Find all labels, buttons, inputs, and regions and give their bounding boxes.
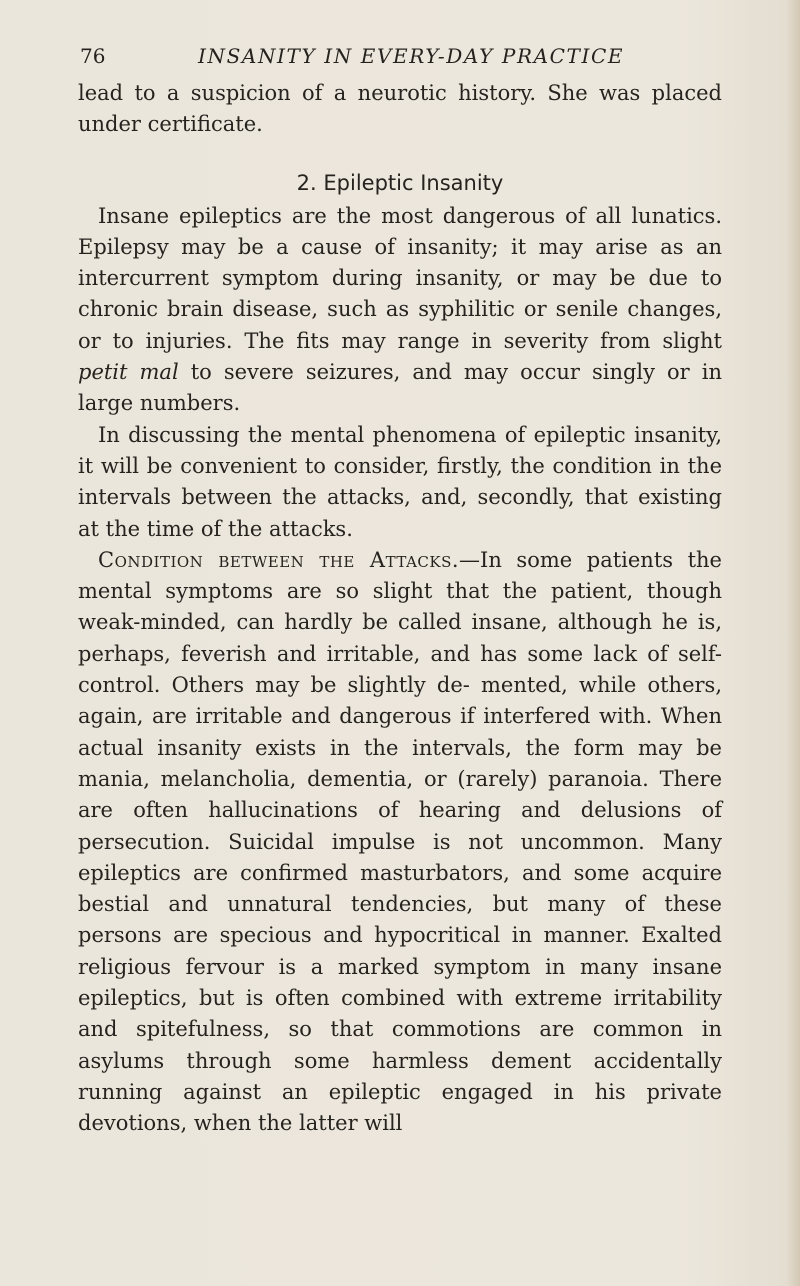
paragraph-discussion: In discussing the mental phenomena of epileptic insanity, it will be convenient to consider, firstly, the condition in the intervals between the attacks, and, secondly, that existing at the time of the attacks. [78,422,722,541]
run-in-heading: Condition between the Attacks. [98,547,460,572]
italic-term: petit mal [78,360,179,385]
paragraph-text: to severe seizures, and may occur singly or in large numbers. [78,360,723,416]
paragraph-continuation: lead to a suspicion of a neurotic history. She was placed under certificate. [78,81,722,137]
section-heading: 2. Epileptic Insanity [296,170,504,195]
running-title: INSANITY IN EVERY-DAY PRACTICE [198,44,625,68]
paragraph-text: —In some patients the mental symptoms are so slight that the patient, though weak-minded, can hardly be called insane, although he is, perhaps, feverish and irritable, and has some lack of self-control. Others may be slightly de- mented, while others, again, are irritable and dangerous if interfered with. When actual insanity exists in the intervals, the form may be mania, melancholia, dementia, or (rarely) paranoia. There are often hallucinations of hearing and delusions of persecution. Suicidal impulse is not uncommon. Many epileptics are confirmed masturbators, and some acquire bestial and unnatural tendencies, but many of these persons are specious and hypocritical in manner. Exalted religious fervour is a marked symptom in many insane epileptics, but is often combined with extreme irritability and spitefulness, so that commotions are common in asylums through some harmless dement accidentally running against an epileptic engaged in his private devotions, when the latter will [78,547,722,1136]
page-number: 76 [80,44,106,68]
paragraph-condition [78,545,722,1140]
paragraph-epileptics [78,201,722,420]
page-edge-shadow [786,0,800,1286]
page-header [80,44,720,74]
paragraph-text: Insane epileptics are the most dangerous of all lunatics. Epilepsy may be a cause of insanity; it may arise as an intercurrent symptom during insanity, or may be due to chronic brain disease, such as syphilitic or senile changes, or to injuries. The fits may range in severity from slight [78,203,722,353]
body-text [78,78,722,1140]
